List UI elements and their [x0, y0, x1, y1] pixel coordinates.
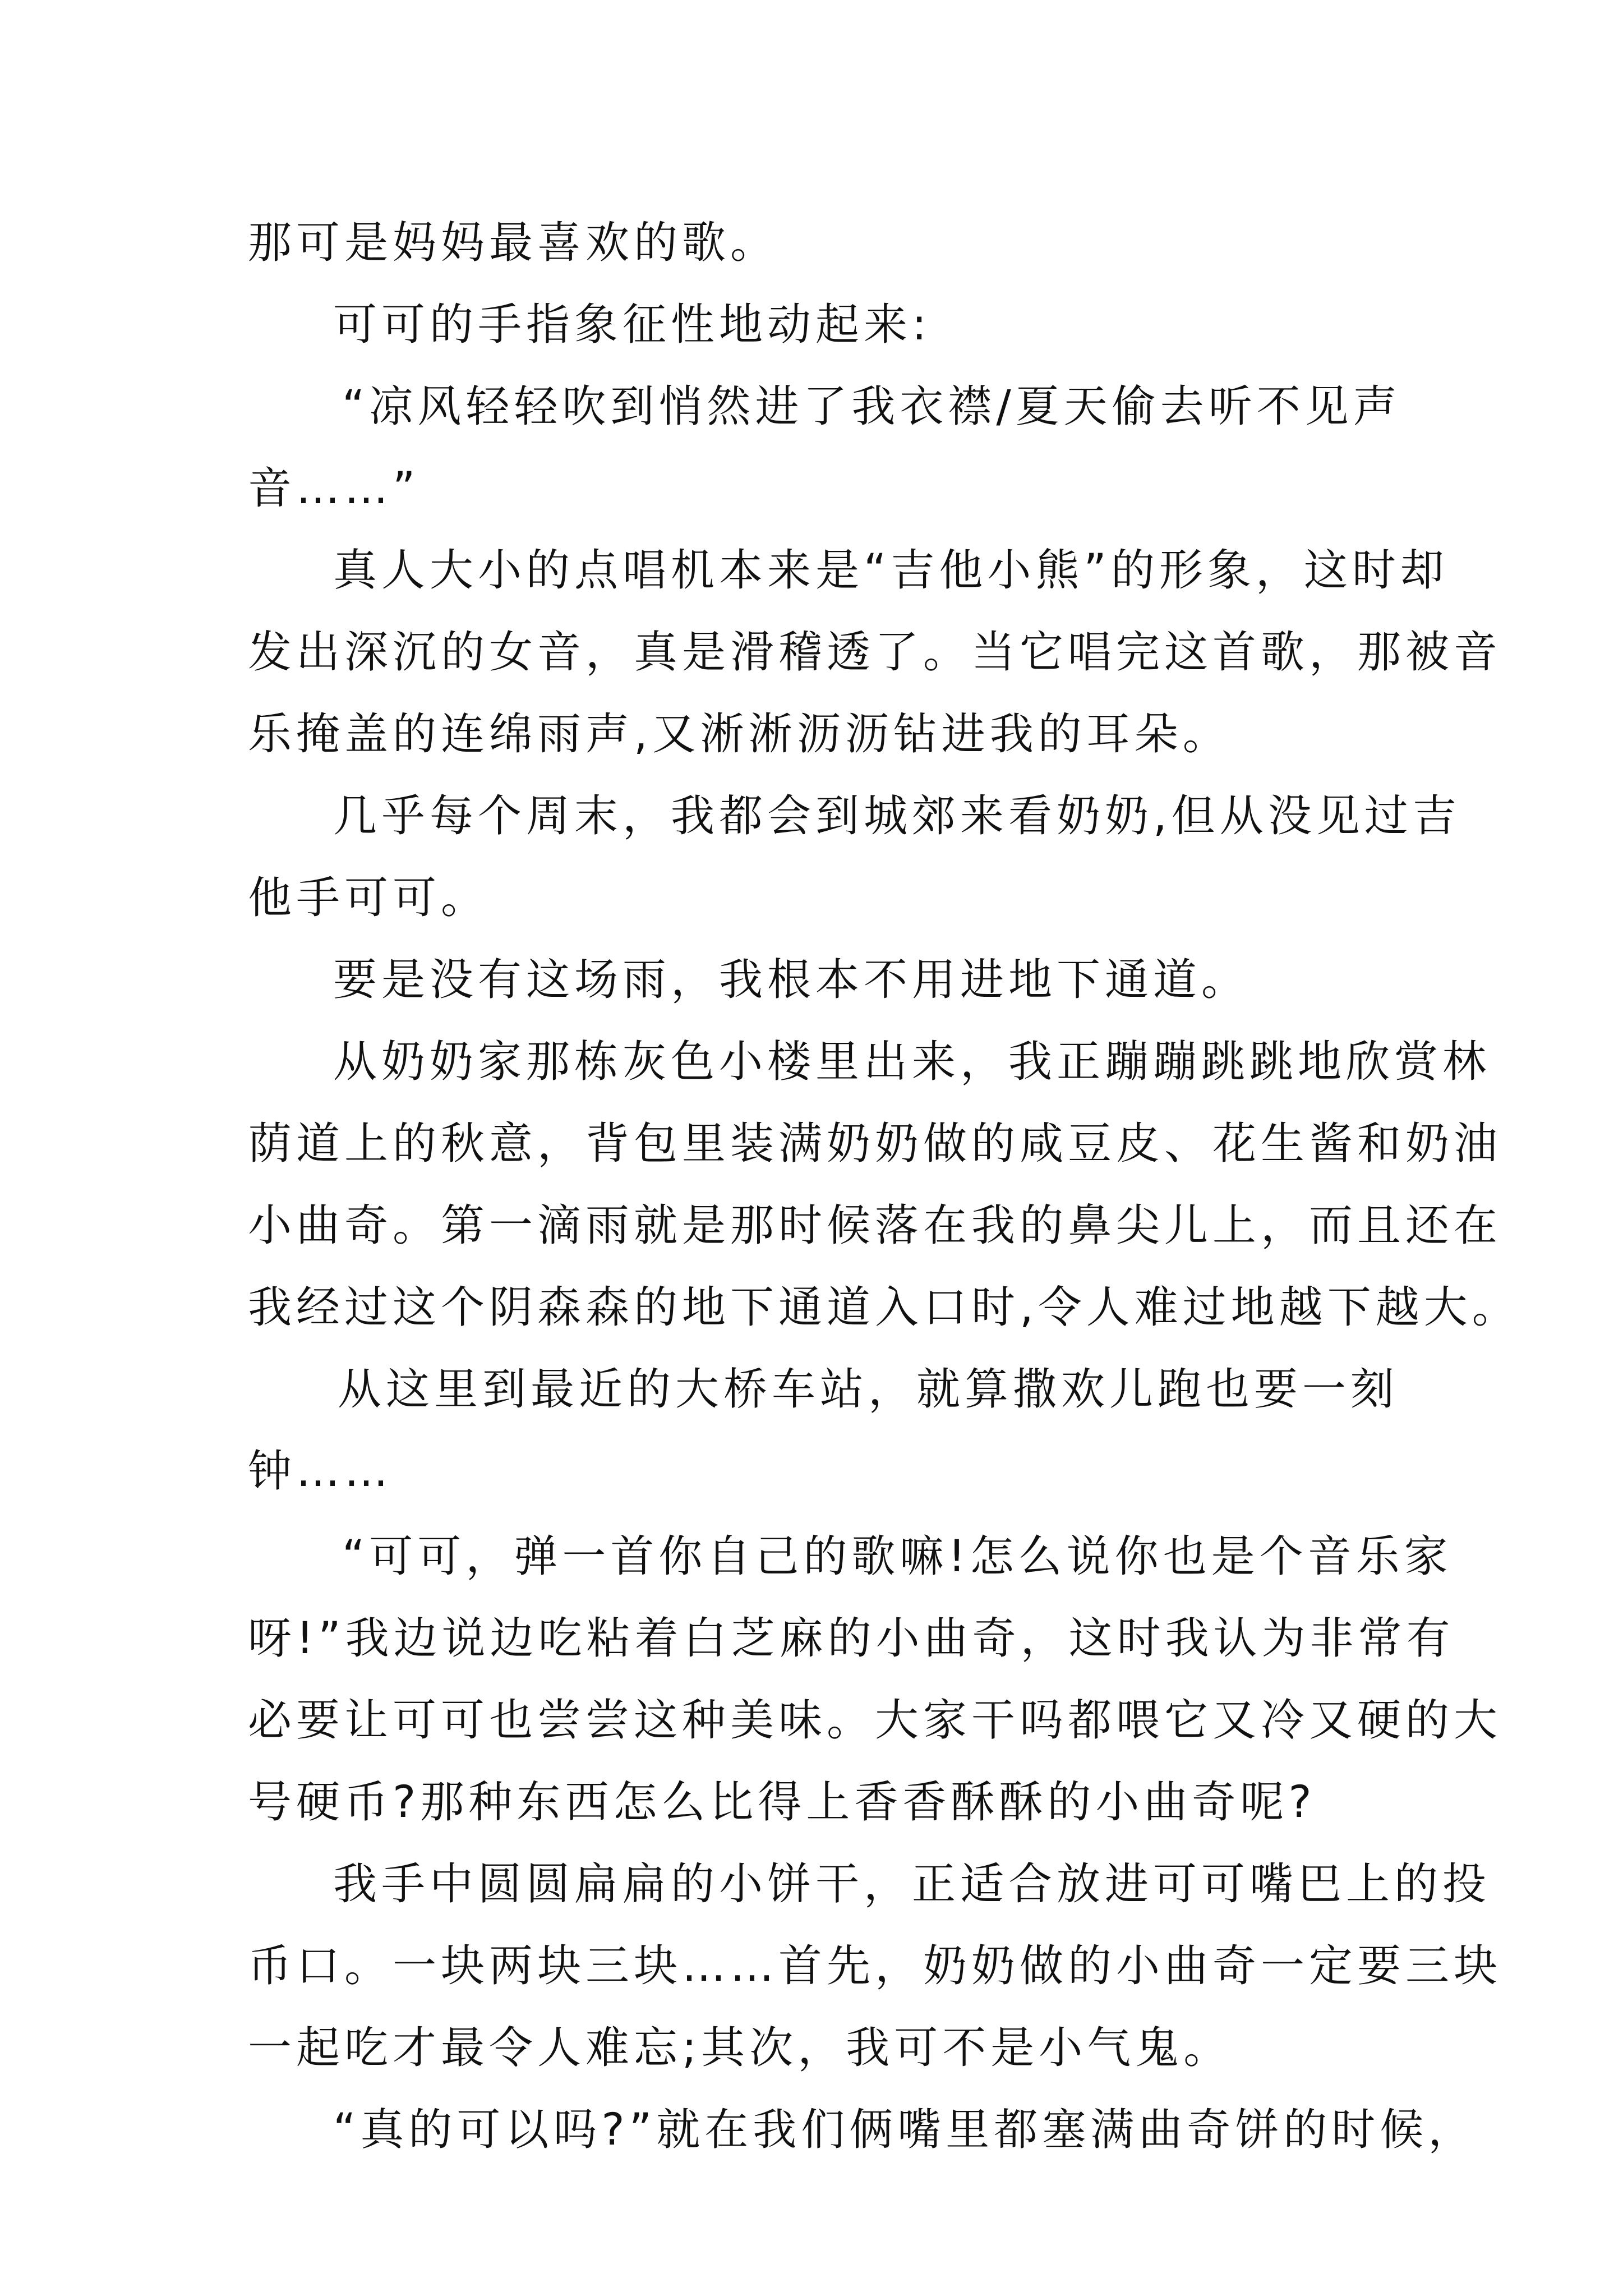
text-line: 一起吃才最令人难忘;其次，我可不是小气鬼。	[248, 2023, 1232, 2073]
text-line: 号硬币?那种东西怎么比得上香香酥酥的小曲奇呢?	[248, 1777, 1316, 1828]
text-line: 发出深沉的女音，真是滑稽透了。当它唱完这首歌，那被音	[248, 627, 1502, 678]
text-line: 必要让可可也尝尝这种美味。大家干吗都喂它又冷又硬的大	[248, 1695, 1502, 1746]
text-line: 荫道上的秋意，背包里装满奶奶做的咸豆皮、花生酱和奶油	[248, 1119, 1502, 1169]
body-text	[248, 202, 1520, 2171]
text-line: “真的可以吗?”就在我们俩嘴里都塞满曲奇饼的时候，	[333, 2105, 1477, 2155]
text-line: 呀!”我边说边吃粘着白芝麻的小曲奇，这时我认为非常有	[248, 1613, 1455, 1664]
text-line: 币口。一块两块三块……首先，奶奶做的小曲奇一定要三块	[248, 1941, 1502, 1991]
text-line: 可可的手指象征性地动起来:	[333, 300, 932, 350]
text-line: 乐掩盖的连绵雨声,又淅淅沥沥钻进我的耳朵。	[248, 709, 1231, 760]
text-line: 我经过这个阴森森的地下通道入口时,令人难过地越下越大。	[248, 1282, 1520, 1333]
text-line: “可可，弹一首你自己的歌嘛!怎么说你也是个音乐家	[342, 1531, 1453, 1582]
text-line: 那可是妈妈最喜欢的歌。	[248, 218, 779, 268]
text-line: “凉风轻轻吹到悄然进了我衣襟/夏天偷去听不见声	[342, 381, 1401, 432]
text-line: 几乎每个周末，我都会到城郊来看奶奶,但从没见过吉	[333, 791, 1461, 841]
text-line: 小曲奇。第一滴雨就是那时候落在我的鼻尖儿上，而且还在	[248, 1200, 1502, 1251]
text-line: 音……”	[248, 463, 420, 514]
text-line: 要是没有这场雨，我根本不用进地下通道。	[333, 955, 1250, 1005]
text-line: 从奶奶家那栋灰色小楼里出来，我正蹦蹦跳跳地欣赏林	[333, 1037, 1491, 1087]
text-line: 钟……	[248, 1446, 393, 1497]
text-line: 真人大小的点唱机本来是“吉他小熊”的形象，这时却	[333, 545, 1449, 596]
text-line: 他手可可。	[248, 873, 490, 923]
text-line: 从这里到最近的大桥车站，就算撒欢儿跑也要一刻	[338, 1364, 1399, 1415]
text-line: 我手中圆圆扁扁的小饼干，正适合放进可可嘴巴上的投	[333, 1859, 1491, 1910]
